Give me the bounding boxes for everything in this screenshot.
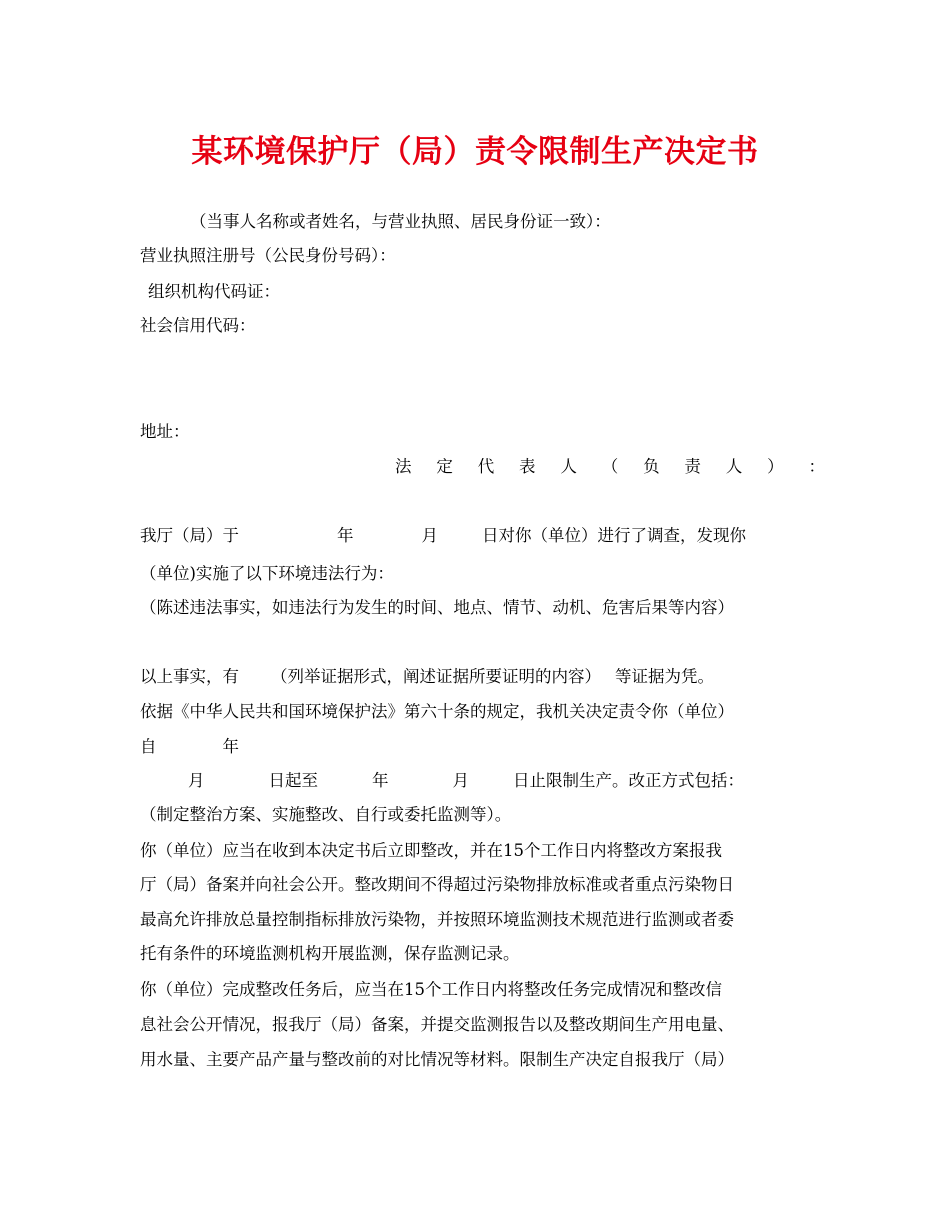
credit-code-field: 社会信用代码： — [140, 316, 256, 335]
address-field: 地址： — [140, 422, 190, 441]
body-line: （陈述违法事实，如违法行为发生的时间、地点、情节、动机、危害后果等内容） — [140, 598, 734, 617]
rep-char: ： — [808, 457, 825, 476]
body-line: 息社会公开情况，报我厅（局）备案，并提交监测报告以及整改期间生产用电量、 — [140, 1015, 734, 1034]
body-line: 托有条件的环境监测机构开展监测，保存监测记录。 — [140, 944, 520, 963]
body-line: 依据《中华人民共和国环境保护法》第六十条的规定，我机关决定责令你（单位） — [140, 702, 734, 721]
rep-char: （ — [601, 457, 619, 476]
body-line-evidence: 以上事实，有 （列举证据形式，阐述证据所要证明的内容） 等证据为凭。 — [140, 667, 714, 686]
body-line-from: 自 年 — [140, 737, 239, 756]
rep-char: 代 — [477, 457, 495, 476]
org-code-field: 组织机构代码证： — [148, 282, 280, 301]
body-line: （单位)实施了以下环境违法行为： — [140, 564, 394, 583]
rep-char: 人 — [560, 457, 577, 476]
body-line-period: 月 日起至 年 月 日止限制生产。改正方式包括： — [188, 771, 744, 790]
document-title: 某环境保护厅（局）责令限制生产决定书 — [191, 134, 759, 170]
body-line: 厅（局）备案并向社会公开。整改期间不得超过污染物排放标准或者重点污染物日 — [140, 875, 734, 894]
body-line: 最高允许排放总量控制指标排放污染物，并按照环境监测技术规范进行监测或者委 — [140, 910, 734, 929]
rep-char: 负 — [643, 457, 660, 476]
rep-char: 法 — [395, 457, 412, 476]
rep-char: ） — [767, 457, 784, 476]
rep-char: 定 — [436, 457, 453, 476]
rep-char: 人 — [725, 457, 743, 476]
body-line-investigation: 我厅（局）于 年 月 日对你（单位）进行了调查，发现你 — [140, 526, 746, 545]
rep-char: 责 — [684, 457, 701, 476]
license-number-field: 营业执照注册号（公民身份号码）： — [140, 246, 396, 265]
party-name-field: （当事人名称或者姓名，与营业执照、居民身份证一致）： — [190, 212, 611, 231]
legal-representative-field — [395, 456, 825, 478]
body-line: 你（单位）完成整改任务后，应当在15个工作日内将整改任务完成情况和整改信 — [140, 980, 722, 999]
body-line: 你（单位）应当在收到本决定书后立即整改，并在15个工作日内将整改方案报我 — [140, 841, 722, 860]
rep-char: 表 — [519, 457, 536, 476]
body-line: 用水量、主要产品产量与整改前的对比情况等材料。限制生产决定自报我厅（局） — [140, 1050, 734, 1069]
body-line: （制定整治方案、实施整改、自行或委托监测等）。 — [140, 805, 512, 824]
